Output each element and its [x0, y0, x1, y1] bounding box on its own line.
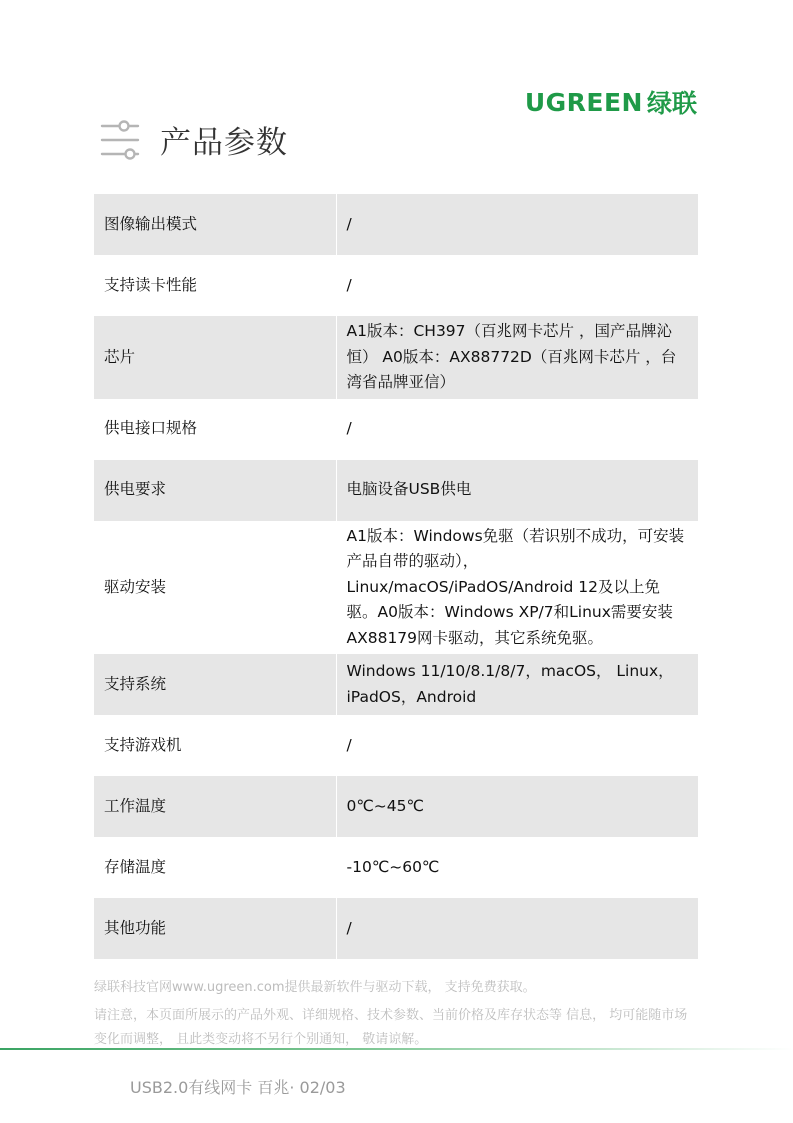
table-row [94, 898, 698, 959]
table-row [94, 316, 698, 399]
page-title: 产品参数 [160, 125, 288, 161]
table-row [94, 194, 698, 255]
spec-table [94, 194, 698, 959]
sliders-icon [100, 120, 140, 160]
spec-label: 支持读卡性能 [94, 255, 336, 316]
spec-label: 芯片 [94, 316, 336, 399]
spec-value: / [336, 399, 698, 460]
logo-latin: UGREEN [524, 87, 643, 117]
spec-value: / [336, 255, 698, 316]
spec-value: A1版本：CH397（百兆网卡芯片 ，国产品牌沁恒） A0版本：AX88772D（百兆网卡芯片 ，台湾省品牌亚信） [336, 316, 698, 399]
page-footer: USB2.0有线网卡 百兆· 02/03 [130, 1078, 346, 1097]
spec-label: 供电接口规格 [94, 399, 336, 460]
spec-label: 其他功能 [94, 898, 336, 959]
table-row [94, 399, 698, 460]
spec-value: / [336, 194, 698, 255]
section-header [100, 117, 288, 162]
table-row [94, 255, 698, 316]
spec-label: 供电要求 [94, 460, 336, 521]
logo-cjk: 绿联 [646, 89, 697, 118]
spec-value: / [336, 715, 698, 776]
table-row [94, 521, 698, 655]
spec-label: 驱动安装 [94, 521, 336, 655]
spec-label: 工作温度 [94, 776, 336, 837]
spec-value: / [336, 898, 698, 959]
spec-label: 支持系统 [94, 654, 336, 715]
spec-label: 图像输出模式 [94, 194, 336, 255]
spec-label: 存储温度 [94, 837, 336, 898]
spec-label: 支持游戏机 [94, 715, 336, 776]
ugreen-logo [525, 84, 697, 120]
table-row [94, 837, 698, 898]
notes [94, 976, 698, 1052]
download-note: 绿联科技官网www.ugreen.com提供最新软件与驱动下载， 支持免费获取。 [94, 980, 536, 995]
disclaimer-note: 请注意，本页面所展示的产品外观、详细规格、技术参数、当前价格及库存状态等 信息， 均可能随市场变化而调整， 且此类变动将不另行个别通知， 敬请谅解。 [94, 1008, 688, 1047]
spec-value: 电脑设备USB供电 [336, 460, 698, 521]
table-row [94, 654, 698, 715]
table-row [94, 776, 698, 837]
spec-value: -10℃~60℃ [336, 837, 698, 898]
spec-value: A1版本：Windows免驱（若识别不成功，可安装产品自带的驱动），Linux/macOS/iPadOS/Android 12及以上免驱。A0版本：Windows XP/7和Linux需要安装AX88179网卡驱动，其它系统免驱。 [336, 521, 698, 655]
table-row [94, 460, 698, 521]
spec-value: 0℃~45℃ [336, 776, 698, 837]
spec-value: Windows 11/10/8.1/8/7，macOS， Linux，iPadOS，Android [336, 654, 698, 715]
footer-divider [0, 1048, 793, 1050]
table-row [94, 715, 698, 776]
